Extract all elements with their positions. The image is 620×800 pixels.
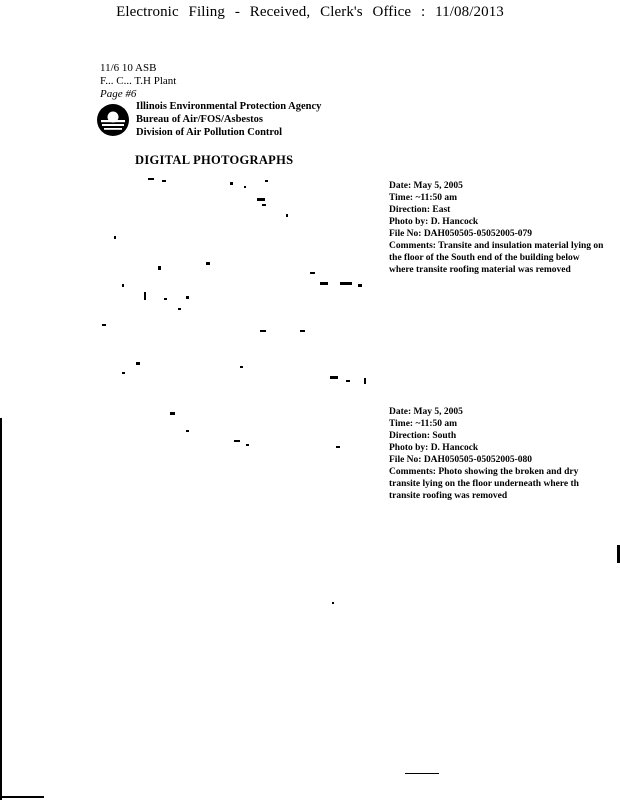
photo-caption-1	[389, 180, 604, 276]
header-line-2: F... C... T.H Plant	[100, 75, 177, 87]
photo-date: Date: May 5, 2005	[389, 407, 463, 417]
filing-stamp: Electronic Filing - Received, Clerk's Office : 11/08/2013	[116, 4, 504, 20]
page-footer-rule	[405, 773, 439, 774]
photo-time: Time: ~11:50 am	[389, 193, 458, 203]
photograph-1	[100, 172, 385, 402]
agency-bureau: Bureau of Air/FOS/Asbestos	[136, 114, 263, 125]
photo-file-no: File No: DAH050505-05052005-080	[389, 455, 533, 465]
photo-by: Photo by: D. Hancock	[389, 217, 479, 227]
section-title: DIGITAL PHOTOGRAPHS	[135, 153, 294, 167]
photo-time: Time: ~11:50 am	[389, 419, 458, 429]
header-line-3: Page #6	[100, 88, 137, 100]
photo-date: Date: May 5, 2005	[389, 181, 463, 191]
photograph-2	[100, 404, 385, 614]
agency-division: Division of Air Pollution Control	[136, 127, 283, 138]
photo-by: Photo by: D. Hancock	[389, 443, 479, 453]
photo-direction: Direction: East	[389, 205, 451, 215]
header-line-1: 11/6 10 ASB	[100, 62, 157, 74]
photo-comments: Comments: Transite and insulation material lying on the floor of the South end of the building below where transite roofing material was removed	[389, 241, 606, 275]
photo-direction: Direction: South	[389, 431, 457, 441]
photo-file-no: File No: DAH050505-05052005-079	[389, 229, 533, 239]
photo-comments: Comments: Photo showing the broken and dry transite lying on the floor underneath where th transite roofing was removed	[389, 467, 582, 501]
scan-edge-left	[0, 418, 2, 800]
agency-name: Illinois Environmental Protection Agency	[136, 101, 322, 112]
scan-edge-bottom	[0, 796, 44, 798]
photo-caption-2	[389, 406, 604, 502]
iepa-logo-icon	[96, 103, 130, 137]
